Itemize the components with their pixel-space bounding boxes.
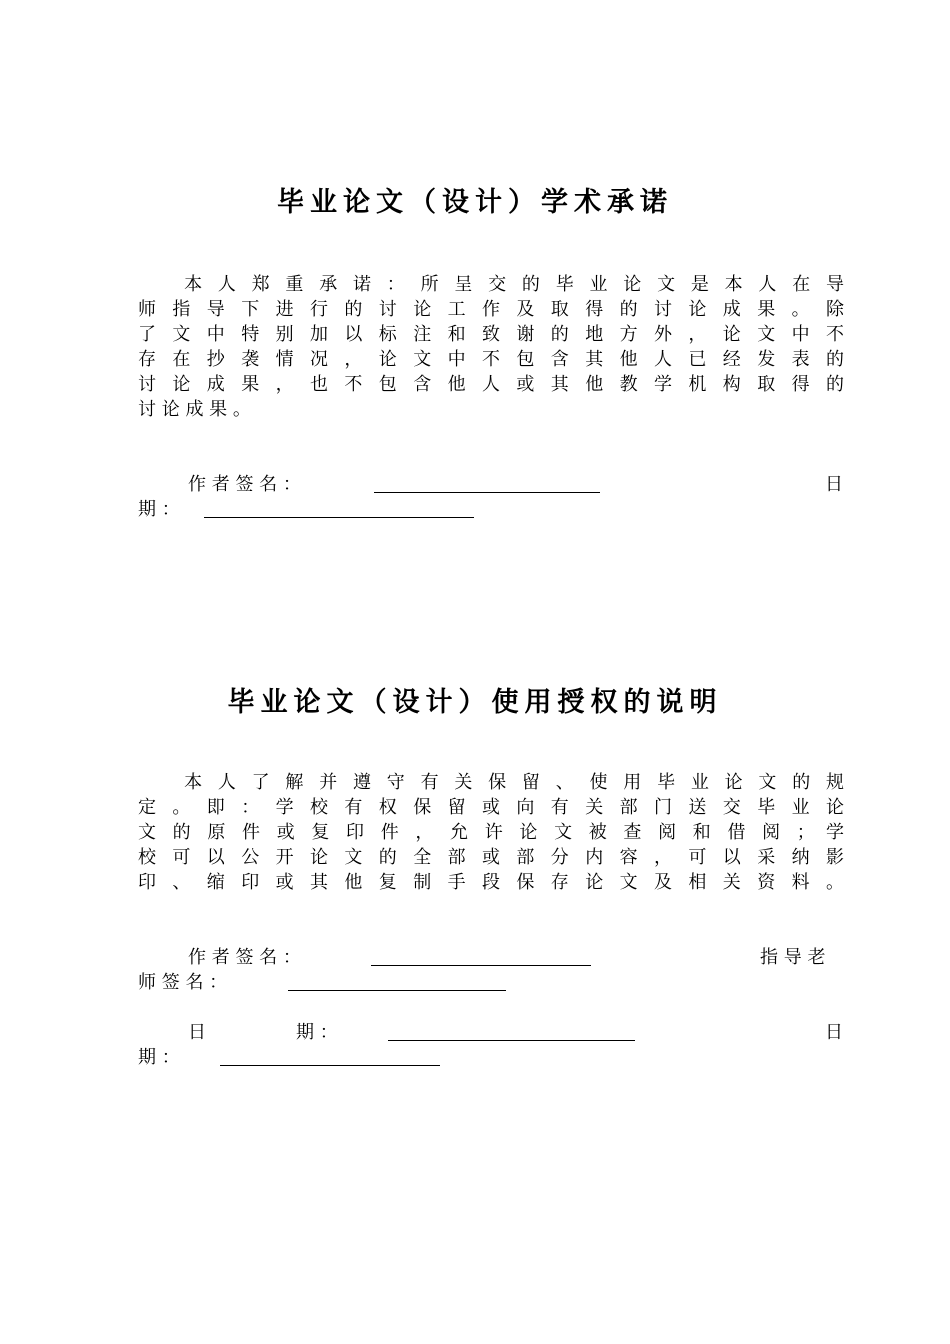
authorization-line: 本 人 了 解 并 遵 守 有 关 保 留 、 使 用 毕 业 论 文 的 规 — [138, 772, 844, 793]
date2-label-part1: 日 — [825, 1022, 843, 1043]
author-sign-field-2[interactable] — [371, 965, 591, 966]
author-sign-label-2: 作 者 签 名 ： — [188, 947, 301, 968]
date-field-2[interactable] — [388, 1040, 635, 1041]
authorization-line: 定 。 即 ： 学 校 有 权 保 留 或 向 有 关 部 门 送 交 毕 业 论 — [138, 797, 844, 818]
date-field[interactable] — [204, 517, 474, 518]
date-label-part2: 期 ： — [138, 499, 180, 520]
authorization-line: 校 可 以 公 开 论 文 的 全 部 或 部 分 内 容 ， 可 以 采 纳 影 — [138, 847, 844, 868]
authorization-paragraph — [138, 770, 844, 895]
commitment-line: 讨 论 成 果 。 — [138, 399, 251, 420]
date-label-part1: 日 — [825, 474, 843, 495]
date-label-2: 日 期 ： — [188, 1022, 338, 1043]
authorization-title: 毕业论文（设计）使用授权的说明 — [227, 687, 723, 718]
date-field-3[interactable] — [220, 1065, 440, 1066]
authorization-line: 印 、 缩 印 或 其 他 复 制 手 段 保 存 论 文 及 相 关 资 料 。 — [138, 872, 844, 893]
advisor-sign-label-part2: 师 签 名 ： — [138, 972, 228, 993]
author-sign-field[interactable] — [374, 492, 600, 493]
commitment-line: 了 文 中 特 别 加 以 标 注 和 致 谢 的 地 方 外 ， 论 文 中 不 — [138, 324, 844, 345]
date2-label-part2: 期 ： — [138, 1047, 180, 1068]
commitment-line: 师 指 导 下 进 行 的 讨 论 工 作 及 取 得 的 讨 论 成 果 。 除 — [138, 299, 844, 320]
advisor-sign-label-part1: 指 导 老 — [760, 947, 826, 968]
commitment-line: 讨 论 成 果 ， 也 不 包 含 他 人 或 其 他 教 学 机 构 取 得 的 — [138, 374, 844, 395]
authorization-line: 文 的 原 件 或 复 印 件 ， 允 许 论 文 被 查 阅 和 借 阅 ； 学 — [138, 822, 844, 843]
advisor-sign-field[interactable] — [288, 990, 506, 991]
commitment-paragraph — [138, 272, 844, 422]
commitment-line: 本 人 郑 重 承 诺 ： 所 呈 交 的 毕 业 论 文 是 本 人 在 导 — [138, 274, 844, 295]
author-sign-label: 作 者 签 名 ： — [188, 474, 301, 495]
commitment-title: 毕业论文（设计）学术承诺 — [277, 187, 673, 218]
commitment-line: 存 在 抄 袭 情 况 ， 论 文 中 不 包 含 其 他 人 已 经 发 表 的 — [138, 349, 844, 370]
